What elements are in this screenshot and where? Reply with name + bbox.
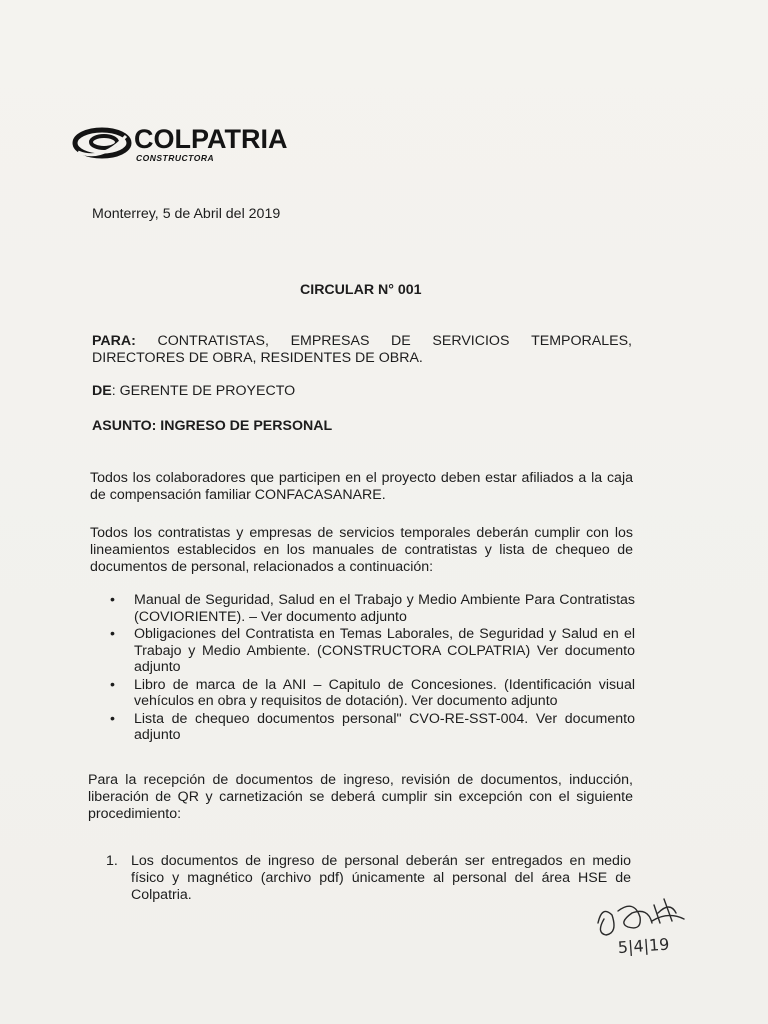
list-item-text: Obligaciones del Contratista en Temas Laborales, de Seguridad y Salud en el Trabajo y Medio Ambiente. (CONSTRUCTORA COLPATRIA) Ver documento adjunto xyxy=(134,626,635,675)
signature-date: 5|4|19 xyxy=(617,934,670,958)
para-label: PARA: xyxy=(92,333,136,349)
step-number: 1. xyxy=(106,853,118,869)
de-line xyxy=(92,383,295,400)
colpatria-swirl-icon xyxy=(72,126,132,160)
para-line-1 xyxy=(92,333,632,350)
para-line-2: DIRECTORES DE OBRA, RESIDENTES DE OBRA. xyxy=(92,350,423,366)
de-value: : GERENTE DE PROYECTO xyxy=(111,383,296,399)
logo-company-name: COLPATRIA xyxy=(134,124,288,154)
colpatria-logo xyxy=(72,124,312,168)
para-word: CONTRATISTAS, xyxy=(157,333,269,349)
para-word: DE xyxy=(391,333,411,349)
asunto-line: ASUNTO: INGRESO DE PERSONAL xyxy=(92,418,333,434)
circular-title: CIRCULAR N° 001 xyxy=(300,282,422,298)
bullet-icon: • xyxy=(110,710,115,727)
paragraph-1: Todos los colaboradores que participen en el proyecto deben estar afiliados a la caja de compensación familiar CONFACASANARE. xyxy=(90,470,633,503)
de-label: DE xyxy=(92,383,112,399)
list-item xyxy=(110,711,635,744)
list-item-text: Manual de Seguridad, Salud en el Trabajo y Medio Ambiente Para Contratistas (COVIORIENTE). – Ver documento adjunto xyxy=(134,592,635,625)
para-section xyxy=(92,333,632,367)
list-item-text: Libro de marca de la ANI – Capitulo de Concesiones. (Identificación visual vehículos en obra y requisitos de dotación). Ver documento adjunto xyxy=(134,676,635,709)
list-item xyxy=(110,677,635,710)
para-word: SERVICIOS xyxy=(432,333,510,349)
list-item xyxy=(110,626,635,676)
paragraph-3: Para la recepción de documentos de ingreso, revisión de documentos, inducción, liberación de QR y carnetización se deberá cumplir sin excepción con el siguiente procedimiento: xyxy=(88,772,633,822)
bullet-icon: • xyxy=(110,626,115,642)
bullet-icon: • xyxy=(110,592,115,608)
list-item xyxy=(110,592,635,625)
logo-division: CONSTRUCTORA xyxy=(136,153,215,163)
list-item-text: Lista de chequeo documentos personal" CVO-RE-SST-004. Ver documento adjunto xyxy=(134,710,635,743)
date-line: Monterrey, 5 de Abril del 2019 xyxy=(92,206,281,222)
para-word: EMPRESAS xyxy=(290,333,370,349)
document-list xyxy=(110,592,635,745)
paragraph-2: Todos los contratistas y empresas de servicios temporales deberán cumplir con los lineamientos establecidos en los manuales de contratistas y lista de chequeo de documentos de personal, relacionados a continuación: xyxy=(90,525,633,575)
bullet-icon: • xyxy=(110,676,115,693)
para-word: TEMPORALES, xyxy=(531,333,632,349)
step-text: Los documentos de ingreso de personal deberán ser entregados en medio físico y magnético (archivo pdf) únicamente al personal del área HSE de Colpatria. xyxy=(131,853,631,903)
handwritten-signature xyxy=(588,893,718,963)
